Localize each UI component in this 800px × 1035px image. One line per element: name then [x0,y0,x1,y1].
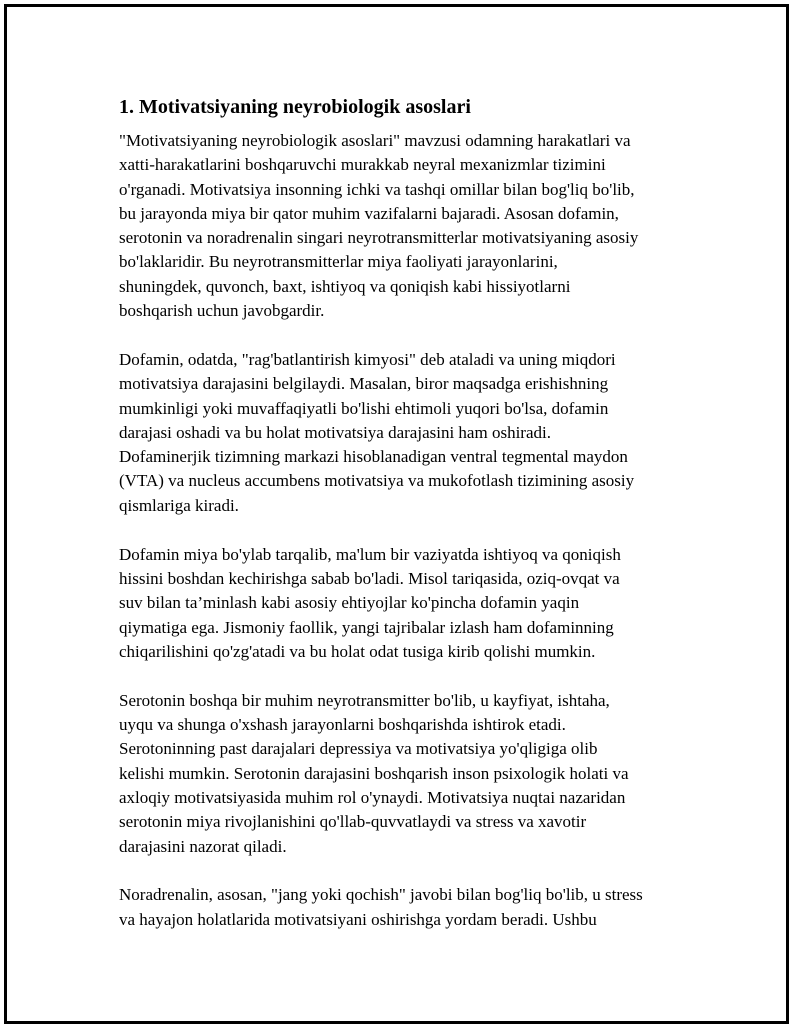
text-line: Serotonin boshqa bir muhim neyrotransmitter bo'lib, u kayfiyat, ishtaha, [119,690,610,710]
text-line: va hayajon holatlarida motivatsiyani oshirishga yordam beradi. Ushbu [119,909,597,929]
text-line: chiqarilishini qo'zg'atadi va bu holat odat tusiga kirib qolishi mumkin. [119,641,596,661]
text-line: (VTA) va nucleus accumbens motivatsiya va mukofotlash tizimining asosiy [119,471,635,491]
text-line: o'rganadi. Motivatsiya insonning ichki va tashqi omillar bilan bog'liq bo'lib, [119,179,635,199]
text-line: Dofamin miya bo'ylab tarqalib, ma'lum bir vaziyatda ishtiyoq va qoniqish [119,544,621,564]
text-line: Dofamin, odatda, "rag'batlantirish kimyosi" deb ataladi va uning miqdori [119,349,616,369]
text-line: "Motivatsiyaning neyrobiologik asoslari" mavzusi odamning harakatlari va [119,131,631,150]
section-heading: 1. Motivatsiyaning neyrobiologik asoslari [119,96,471,118]
paragraph-intro [119,129,699,323]
text-line: serotonin miya rivojlanishini qo'llab-quvvatlaydi va stress va xavotir [119,812,587,832]
text-line: Dofaminerjik tizimning markazi hisoblanadigan ventral tegmental maydon [119,447,628,467]
paragraph-dopamine-spread [119,543,699,664]
text-line: Serotoninning past darajalari depressiya va motivatsiya yo'qligiga olib [119,739,598,759]
paragraph-noradrenaline [119,883,699,932]
paragraph-dopamine [119,348,699,518]
text-line: axloqiy motivatsiyasida muhim rol o'ynaydi. Motivatsiya nuqtai nazaridan [119,787,626,807]
paragraph-serotonin [119,689,699,859]
text-line: shuningdek, quvonch, baxt, ishtiyoq va qoniqish kabi hissiyotlarni [119,276,571,296]
text-line: darajasi oshadi va bu holat motivatsiya darajasini ham oshiradi. [119,422,551,442]
text-line: Noradrenalin, asosan, "jang yoki qochish" javobi bilan bog'liq bo'lib, u stress [119,885,643,905]
text-line: qismlariga kiradi. [119,495,239,515]
text-line: mumkinligi yoki muvaffaqiyatli bo'lishi ehtimoli yuqori bo'lsa, dofamin [119,398,609,418]
text-line: bu jarayonda miya bir qator muhim vazifalarni bajaradi. Asosan dofamin, [119,203,619,223]
text-line: motivatsiya darajasini belgilaydi. Masalan, biror maqsadga erishishning [119,374,609,394]
text-line: darajasini nazorat qiladi. [119,836,287,856]
text-line: suv bilan ta’minlash kabi asosiy ehtiyojlar ko'pincha dofamin yaqin [119,593,580,613]
text-line: boshqarish uchun javobgardir. [119,301,325,321]
text-line: kelishi mumkin. Serotonin darajasini boshqarish inson psixologik holati va [119,763,629,783]
text-line: serotonin va noradrenalin singari neyrotransmitterlar motivatsiyaning asosiy [119,228,639,248]
document-body [119,93,699,957]
text-line: hissini boshdan kechirishga sabab bo'ladi. Misol tariqasida, oziq-ovqat va [119,568,620,588]
text-line: qiymatiga ega. Jismoniy faollik, yangi tajribalar izlash ham dofaminning [119,617,614,637]
text-line: uyqu va shunga o'xshash jarayonlarni boshqarishda ishtirok etadi. [119,715,566,735]
text-line: bo'laklaridir. Bu neyrotransmitterlar miya faoliyati jarayonlarini, [119,252,558,272]
text-line: xatti-harakatlarini boshqaruvchi murakkab neyral mexanizmlar tizimini [119,155,606,175]
